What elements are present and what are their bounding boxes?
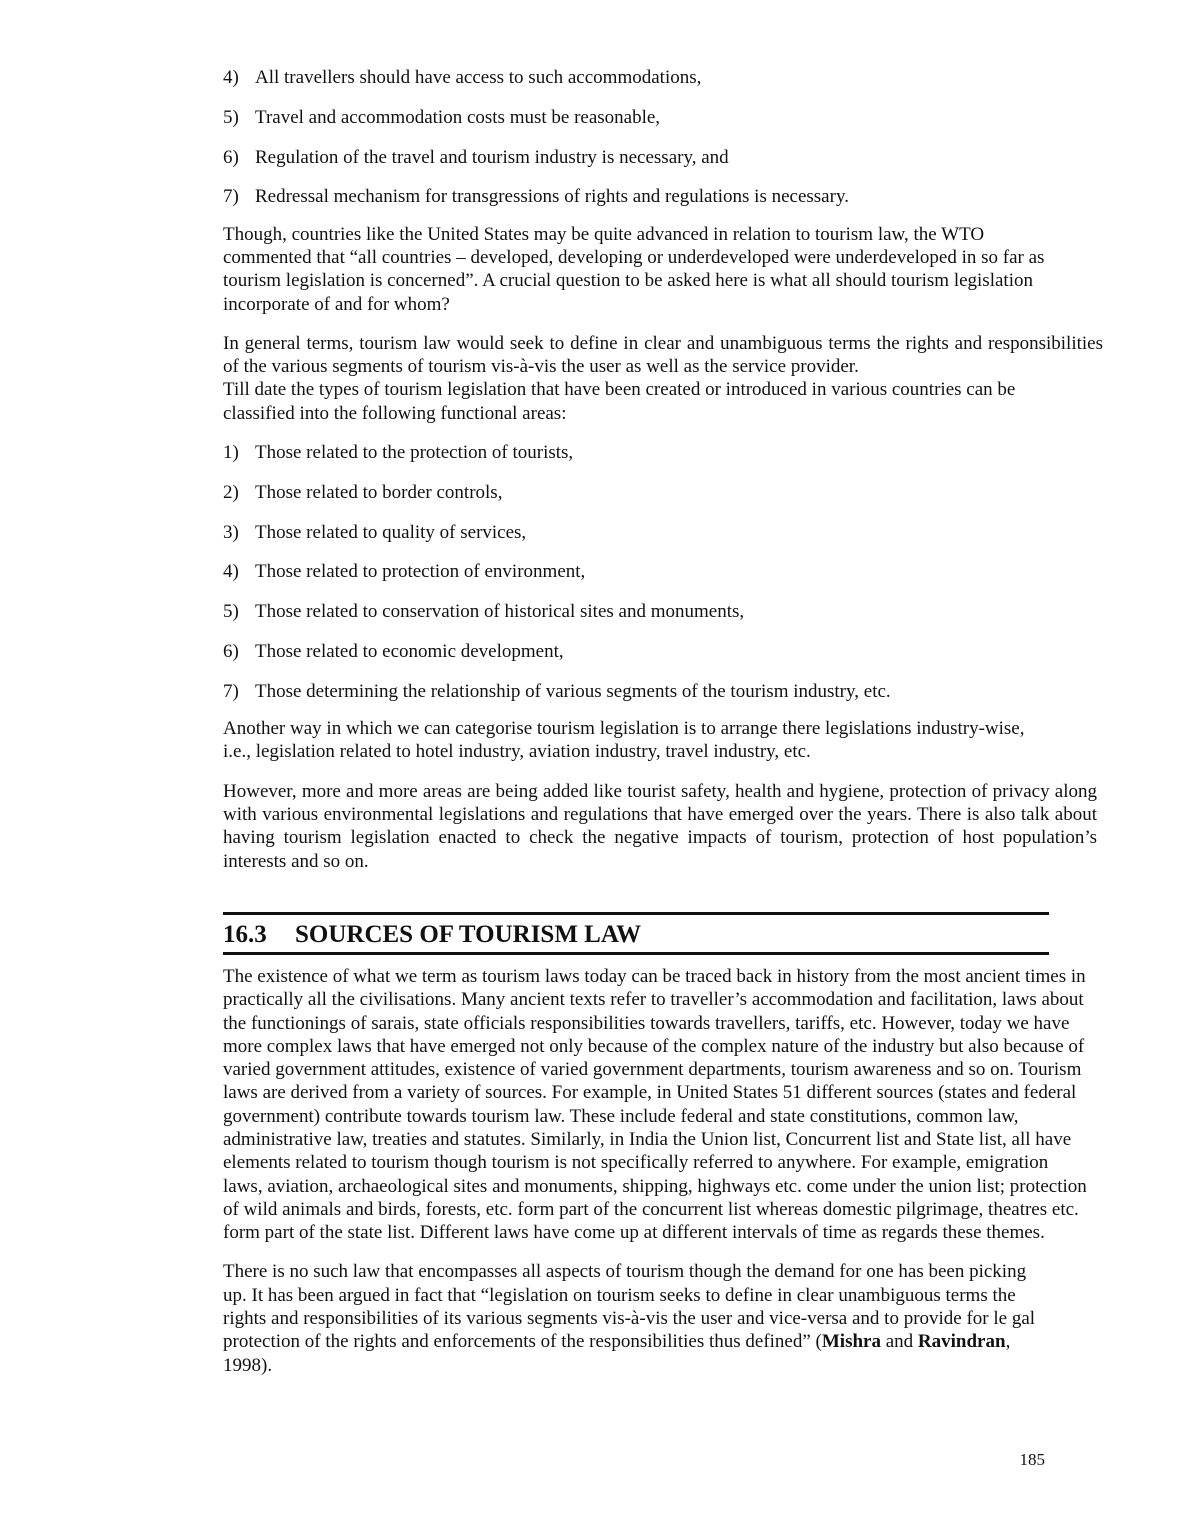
paragraph-functional-areas: Till date the types of tourism legislation that have been created or introduced in various countries can be classified into the following functional areas:	[223, 379, 1016, 424]
citation-conjunction: and	[880, 1331, 918, 1353]
list-item	[223, 640, 1103, 663]
list-item-number: 6)	[223, 641, 239, 663]
list-item	[223, 185, 1103, 208]
paragraph-however: However, more and more areas are being added like tourist safety, health and hygiene, protection of privacy along with various environmental legislations and regulations that have emerged over the years. There is also talk about having tourism legislation enacted to check the negative impacts of tourism, protection of host population’s interests and so on.	[223, 780, 1097, 872]
list-item-number: 3)	[223, 521, 239, 543]
list-item-text: Those determining the relationship of various segments of the tourism industry, etc.	[255, 680, 891, 702]
citation-year: , 1998).	[223, 1331, 1011, 1376]
page-content	[223, 66, 1103, 1393]
section-heading	[223, 912, 1049, 955]
list-item-number: 2)	[223, 481, 239, 503]
list-item-text: Those related to quality of services,	[255, 521, 527, 543]
list-item	[223, 600, 1103, 623]
list-item-number: 7)	[223, 186, 239, 208]
list-item	[223, 146, 1103, 169]
list-item	[223, 521, 1103, 544]
list-item-number: 7)	[223, 680, 239, 702]
list-item-text: Those related to the protection of tourists,	[255, 442, 574, 464]
list-item-text: Those related to protection of environment,	[255, 561, 586, 583]
list-item-number: 4)	[223, 561, 239, 583]
citation-author: Ravindran	[917, 1331, 1006, 1353]
citation-author: Mishra	[821, 1331, 881, 1353]
list-item-number: 1)	[223, 442, 239, 464]
paragraph-industry-wise: Another way in which we can categorise tourism legislation is to arrange there legislations industry-wise, i.e., legislation related to hotel industry, aviation industry, travel industry, etc.	[223, 718, 1025, 763]
list-item-text: Those related to conservation of historical sites and monuments,	[255, 601, 745, 623]
paragraph-general-terms: In general terms, tourism law would seek to define in clear and unambiguous terms the rights and responsibilities of the various segments of tourism vis-à-vis the user as well as the service provider.	[223, 332, 1103, 378]
list-item-number: 5)	[223, 106, 239, 128]
list-item-text: Travel and accommodation costs must be reasonable,	[255, 106, 661, 128]
list-item-text: All travellers should have access to such accommodations,	[255, 67, 702, 88]
list-item	[223, 66, 1103, 89]
list-item-number: 6)	[223, 146, 239, 168]
paragraph-sources: The existence of what we term as tourism laws today can be traced back in history from the most ancient times in practically all the civilisations. Many ancient texts refer to traveller’s accommodation and facilitation, laws about the functionings of sarais, state officials responsibilities towards travellers, tariffs, etc. However, today we have more complex laws that have emerged not only because of the complex nature of the industry but also because of varied government attitudes, existence of varied government departments, tourism awareness and so on. Tourism laws are derived from a variety of sources. For example, in United States 51 different sources (states and federal government) contribute towards tourism law. These include federal and state constitutions, common law, administrative law, treaties and statutes. Similarly, in India the Union list, Concurrent list and State list, all have elements related to tourism though tourism is not specifically referred to anywhere. For example, emigration laws, aviation, archaeological sites and monuments, shipping, highways etc. come under the union list; protection of wild animals and birds, forests, etc. form part of the concurrent list whereas domestic pilgrimage, theatres etc. form part of the state list. Different laws have come up at different intervals of time as regards these themes.	[223, 965, 1087, 1244]
section-number: 16.3	[223, 920, 267, 948]
list-item-text: Those related to border controls,	[255, 481, 503, 503]
paragraph-no-such-law	[223, 1260, 1053, 1376]
list-item-text: Regulation of the travel and tourism industry is necessary, and	[255, 146, 729, 168]
list-item	[223, 481, 1103, 504]
list-item-number: 5)	[223, 601, 239, 623]
list-item	[223, 560, 1103, 583]
list-item	[223, 106, 1103, 129]
list-item-text: Redressal mechanism for transgressions of rights and regulations is necessary.	[255, 186, 849, 208]
section-title: SOURCES OF TOURISM LAW	[295, 920, 642, 948]
list-item	[223, 441, 1103, 464]
list-item-text: Those related to economic development,	[255, 641, 564, 663]
list-item-number: 4)	[223, 67, 239, 88]
paragraph-text: There is no such law that encompasses all aspects of tourism though the demand for one has been picking up. It has been argued in fact that “legislation on tourism seeks to define in clear unambiguous terms the rights and responsibilities of its various segments vis-à-vis the user and vice-versa and to provide for le gal protection of the rights and enforcements of the responsibilities thus defined” (	[223, 1261, 1036, 1353]
list-item	[223, 680, 1103, 703]
paragraph-wto: Though, countries like the United States may be quite advanced in relation to tourism law, the WTO commented that “all countries – developed, developing or underdeveloped were underdeveloped in so far as tourism legislation is concerned”. A crucial question to be asked here is what all should tourism legislation incorporate of and for whom?	[223, 223, 1045, 315]
page-number: 185	[1019, 1450, 1045, 1469]
